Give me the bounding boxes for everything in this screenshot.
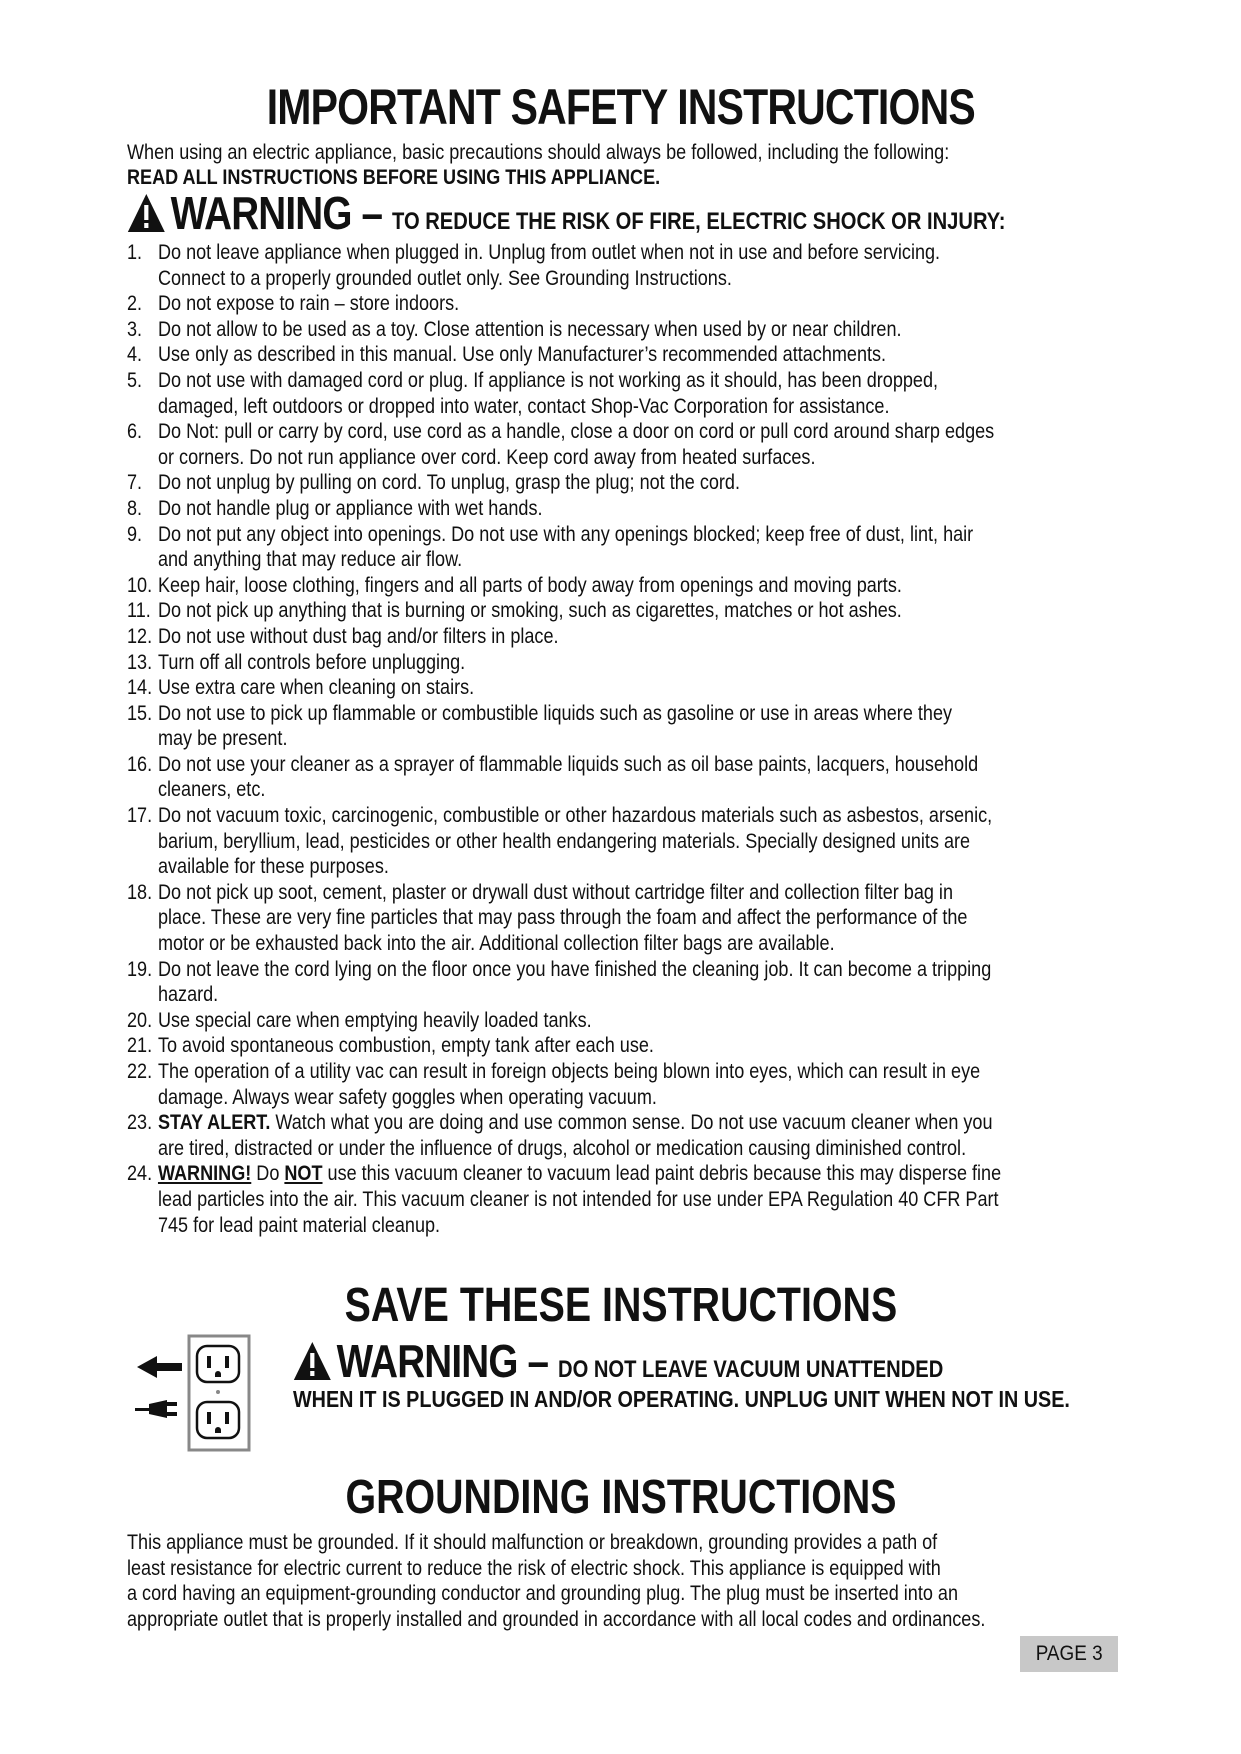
item-text: Do not pick up anything that is burning or smoking, such as cigarettes, matches or hot ashes. — [157, 599, 902, 623]
item-text: Do — [251, 1162, 285, 1186]
list-item — [127, 342, 1127, 368]
item-text: available for these purposes. — [157, 855, 389, 879]
item-text: may be present. — [157, 727, 288, 751]
item-text: Do not put any object into openings. Do not use with any openings blocked; keep free of dust, lint, hair — [157, 522, 974, 546]
not-emphasis: NOT — [284, 1162, 323, 1186]
item-text: Do not expose to rain – store indoors. — [157, 292, 460, 316]
list-item — [127, 752, 1127, 803]
safety-list — [127, 240, 1127, 1238]
grounding-line: This appliance must be grounded. If it should malfunction or breakdown, grounding provides a path of — [127, 1531, 938, 1554]
list-item — [127, 240, 1127, 291]
list-item — [127, 522, 1127, 573]
item-number: 7. — [127, 471, 143, 495]
item-text: damaged, left outdoors or dropped into water, contact Shop-Vac Corporation for assistance. — [157, 394, 890, 418]
grounding-title: GROUNDING INSTRUCTIONS — [344, 1471, 897, 1524]
list-item — [127, 803, 1127, 880]
list-item — [127, 368, 1127, 419]
warning-triangle-icon — [293, 1341, 332, 1386]
list-item — [127, 1059, 1127, 1110]
warning-subtext: TO REDUCE THE RISK OF FIRE, ELECTRIC SHOCK OR INJURY: — [392, 208, 1006, 235]
item-text: Do not handle plug or appliance with wet hands. — [157, 496, 543, 520]
item-text: Do not vacuum toxic, carcinogenic, combustible or other hazardous materials such as asbestos, arsenic, — [157, 804, 993, 828]
item-number: 13. — [127, 650, 153, 674]
item-text: Do not unplug by pulling on cord. To unplug, grasp the plug; not the cord. — [157, 471, 740, 495]
item-number: 23. — [127, 1111, 153, 1135]
item-number: 19. — [127, 957, 153, 981]
item-text: Do not leave appliance when plugged in. Unplug from outlet when not in use and before servicing. — [157, 241, 941, 264]
item-text: Do not use with damaged cord or plug. If appliance is not working as it should, has been dropped, — [157, 368, 939, 392]
item-number: 21. — [127, 1034, 153, 1058]
page-number-badge: PAGE 3 — [1020, 1636, 1118, 1672]
warning-header: WARNING – TO REDUCE THE RISK OF FIRE, ELECTRIC SHOCK OR INJURY: — [127, 186, 1127, 238]
item-text: Use extra care when cleaning on stairs. — [157, 676, 475, 700]
item-text: and anything that may reduce air flow. — [157, 548, 463, 572]
list-item — [127, 1161, 1127, 1238]
list-item — [127, 675, 1127, 701]
item-text: Do not pick up soot, cement, plaster or drywall dust without cartridge filter and collection filter bag in — [157, 880, 953, 904]
item-text: To avoid spontaneous combustion, empty tank after each use. — [157, 1034, 654, 1058]
list-item — [127, 1008, 1127, 1034]
item-number: 15. — [127, 701, 153, 725]
list-item — [127, 701, 1127, 752]
item-text: use this vacuum cleaner to vacuum lead paint debris because this may disperse fine — [322, 1162, 1002, 1186]
grounding-line: appropriate outlet that is properly installed and grounded in accordance with all local codes and ordinances. — [127, 1607, 986, 1631]
item-text: barium, beryllium, lead, pesticides or other health endangering materials. Specially designed units are — [157, 829, 971, 853]
list-item — [127, 880, 1127, 957]
item-text: 745 for lead paint material cleanup. — [157, 1213, 441, 1237]
item-number: 9. — [127, 522, 143, 546]
item-text: or corners. Do not run appliance over cord. Keep cord away from heated surfaces. — [157, 445, 816, 469]
item-text: Do not leave the cord lying on the floor once you have finished the cleaning job. It can become a tripping — [157, 957, 992, 981]
item-text: hazard. — [157, 983, 219, 1007]
warning-triangle-icon — [127, 193, 166, 238]
item-number: 14. — [127, 676, 153, 700]
list-item — [127, 598, 1127, 624]
item-number: 2. — [127, 292, 143, 316]
list-item — [127, 470, 1127, 496]
item-text: Do not use without dust bag and/or filters in place. — [157, 624, 559, 648]
item-text: place. These are very fine particles that may pass through the foam and affect the performance of the — [157, 906, 968, 930]
warning-subtext: DO NOT LEAVE VACUUM UNATTENDED — [558, 1356, 944, 1383]
list-item — [127, 624, 1127, 650]
grounding-paragraph — [127, 1530, 1127, 1632]
list-item — [127, 957, 1127, 1008]
item-number: 12. — [127, 624, 153, 648]
warning-label: WARNING — [336, 1335, 518, 1387]
list-item — [127, 419, 1127, 470]
item-number: 4. — [127, 343, 143, 367]
item-number: 1. — [127, 241, 143, 264]
item-number: 16. — [127, 752, 153, 776]
list-item — [127, 1033, 1127, 1059]
item-text: Use only as described in this manual. Use only Manufacturer’s recommended attachments. — [157, 343, 887, 367]
intro-bold-text: READ ALL INSTRUCTIONS BEFORE USING THIS APPLIANCE. — [127, 166, 661, 189]
intro-text: When using an electric appliance, basic precautions should always be followed, including the following: — [127, 141, 950, 164]
item-text: The operation of a utility vac can result in foreign objects being blown into eyes, which can result in eye — [157, 1060, 981, 1083]
item-text: Use special care when emptying heavily loaded tanks. — [157, 1008, 592, 1032]
stay-alert-label: STAY ALERT. — [157, 1111, 271, 1135]
item-text: Connect to a properly grounded outlet only. See Grounding Instructions. — [157, 266, 732, 290]
item-text: motor or be exhausted back into the air. Additional collection filter bags are available. — [157, 932, 835, 956]
item-number: 8. — [127, 496, 143, 520]
item-number: 10. — [127, 573, 153, 597]
list-item — [127, 496, 1127, 522]
item-number: 5. — [127, 368, 143, 392]
save-instructions-title: SAVE THESE INSTRUCTIONS — [344, 1279, 897, 1332]
item-number: 18. — [127, 880, 153, 904]
list-item — [127, 317, 1127, 343]
item-text: Do Not: pull or carry by cord, use cord as a handle, close a door on cord or pull cord around sharp edges — [157, 420, 995, 444]
item-text: damage. Always wear safety goggles when operating vacuum. — [157, 1085, 657, 1109]
warning-inline-label: WARNING! — [157, 1162, 252, 1186]
item-text: are tired, distracted or under the influence of drugs, alcohol or medication causing diminished control. — [157, 1136, 967, 1160]
item-number: 20. — [127, 1008, 153, 1032]
page-title: IMPORTANT SAFETY INSTRUCTIONS — [266, 79, 975, 135]
list-item — [127, 291, 1127, 317]
item-text: Keep hair, loose clothing, fingers and all parts of body away from openings and moving parts. — [157, 573, 902, 597]
list-item — [127, 1110, 1127, 1161]
item-text: Watch what you are doing and use common sense. Do not use vacuum cleaner when you — [270, 1111, 993, 1135]
item-text: cleaners, etc. — [157, 778, 266, 802]
list-item — [127, 573, 1127, 599]
warning-body: WHEN IT IS PLUGGED IN AND/OR OPERATING. UNPLUG UNIT WHEN NOT IN USE. — [293, 1386, 1070, 1412]
unattended-warning-text: WARNING – DO NOT LEAVE VACUUM UNATTENDED WHEN IT IS PLUGGED IN AND/OR OPERATING. UNPLUG UNIT WHEN NOT IN USE. — [293, 1334, 1133, 1413]
grounding-line: a cord having an equipment-grounding conductor and grounding plug. The plug must be inserted into an — [127, 1582, 959, 1606]
item-text: lead particles into the air. This vacuum cleaner is not intended for use under EPA Regulation 40 CFR Part — [157, 1187, 999, 1211]
grounding-line: least resistance for electric current to reduce the risk of electric shock. This appliance is equipped with — [127, 1556, 941, 1580]
unattended-warning — [127, 1334, 1127, 1454]
item-number: 22. — [127, 1060, 153, 1083]
item-number: 3. — [127, 317, 143, 341]
warning-label: WARNING — [170, 187, 352, 239]
item-number: 24. — [127, 1162, 153, 1186]
outlet-unplug-icon — [127, 1334, 277, 1459]
item-number: 11. — [127, 599, 151, 623]
item-number: 17. — [127, 804, 153, 828]
item-text: Turn off all controls before unplugging. — [157, 650, 466, 674]
item-text: Do not use to pick up flammable or combustible liquids such as gasoline or use in areas where they — [157, 701, 953, 725]
item-number: 6. — [127, 420, 143, 444]
intro-block — [127, 140, 1117, 190]
item-text: Do not allow to be used as a toy. Close attention is necessary when used by or near children. — [157, 317, 902, 341]
item-text: Do not use your cleaner as a sprayer of flammable liquids such as oil base paints, lacquers, household — [157, 752, 979, 776]
list-item — [127, 650, 1127, 676]
